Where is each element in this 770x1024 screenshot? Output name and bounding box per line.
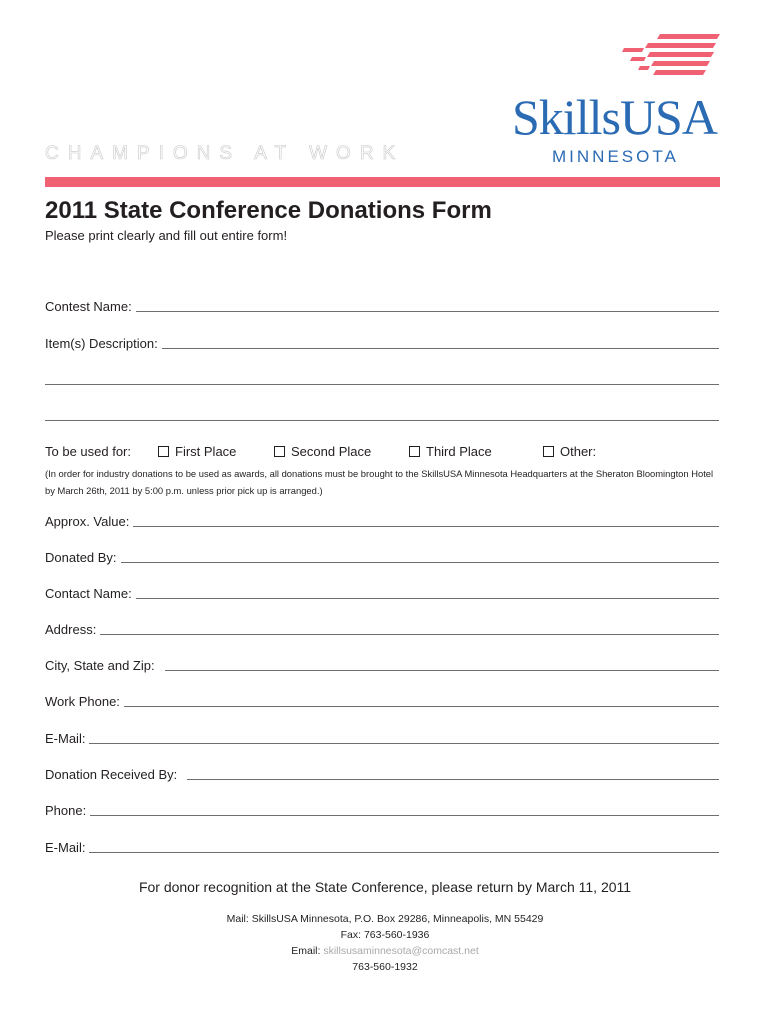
second-place-option[interactable] xyxy=(274,444,371,459)
phone-label: Phone: xyxy=(45,803,87,818)
usage-options xyxy=(45,444,719,462)
donation-received-by-field[interactable] xyxy=(187,779,719,780)
work-phone-label: Work Phone: xyxy=(45,694,120,709)
first-place-option[interactable] xyxy=(158,444,236,459)
tagline: CHAMPIONS AT WORK xyxy=(45,143,405,164)
donated-by-field[interactable] xyxy=(121,562,719,563)
approx-value-field[interactable] xyxy=(133,526,719,527)
other-label: Other: xyxy=(560,444,597,459)
donation-received-by-row xyxy=(45,766,719,782)
second-place-label: Second Place xyxy=(291,444,372,459)
item-description-field[interactable] xyxy=(162,348,719,349)
contact-name-field[interactable] xyxy=(136,598,719,599)
address-label: Address: xyxy=(45,622,97,637)
item-description-label: Item(s) Description: xyxy=(45,336,158,351)
mail-address: Mail: SkillsUSA Minnesota, P.O. Box 29286, Minneapolis, MN 55429 xyxy=(226,913,544,925)
work-phone-row xyxy=(45,693,719,709)
approx-value-label: Approx. Value: xyxy=(45,514,130,529)
email-label: E-Mail: xyxy=(45,731,86,746)
address-field[interactable] xyxy=(100,634,719,635)
header-rule xyxy=(45,177,720,187)
other-checkbox[interactable] xyxy=(543,446,554,457)
contact-name-row xyxy=(45,585,719,601)
second-place-checkbox[interactable] xyxy=(274,446,285,457)
donated-by-label: Donated By: xyxy=(45,550,117,565)
email-link[interactable]: skillsusaminnesota@comcast.net xyxy=(323,945,479,957)
item-description-line-3[interactable] xyxy=(45,420,719,421)
recognition-note: For donor recognition at the State Conference, please return by March 11, 2011 xyxy=(138,879,632,895)
fax-number: Fax: 763-560-1936 xyxy=(340,929,430,941)
approx-value-row xyxy=(45,513,719,529)
usage-label: To be used for: xyxy=(45,444,131,459)
city-state-zip-row xyxy=(45,657,719,673)
third-place-option[interactable] xyxy=(409,444,492,459)
donated-by-row xyxy=(45,549,719,565)
email2-field[interactable] xyxy=(89,852,719,853)
phone-field[interactable] xyxy=(90,815,719,816)
email2-label: E-Mail: xyxy=(45,840,86,855)
email2-row xyxy=(45,839,719,855)
email-row xyxy=(45,730,719,746)
first-place-checkbox[interactable] xyxy=(158,446,169,457)
city-state-zip-label: City, State and Zip: xyxy=(45,658,155,673)
third-place-checkbox[interactable] xyxy=(409,446,420,457)
address-row xyxy=(45,621,719,637)
usage-note: (In order for industry donations to be used as awards, all donations must be brought to the SkillsUSA Minnesota Headquarters at the Sheraton Bloomington Hotel by March 26th, 2011 by 5:00 p.m. unless prior pick up is arranged.) xyxy=(45,468,714,496)
email-line-label: Email: xyxy=(291,945,324,957)
contact-name-label: Contact Name: xyxy=(45,586,132,601)
item-description-row xyxy=(45,335,719,351)
brand-logo: SkillsUSA xyxy=(512,89,717,145)
contest-name-row xyxy=(45,298,719,314)
contest-name-field[interactable] xyxy=(136,311,719,312)
phone-row xyxy=(45,802,719,818)
third-place-label: Third Place xyxy=(426,444,492,459)
work-phone-field[interactable] xyxy=(124,706,719,707)
first-place-label: First Place xyxy=(175,444,237,459)
email-field[interactable] xyxy=(89,743,719,744)
page-subtitle: Please print clearly and fill out entire form! xyxy=(45,228,288,243)
email-line xyxy=(0,945,770,957)
item-description-line-2[interactable] xyxy=(45,384,719,385)
donation-received-by-label: Donation Received By: xyxy=(45,767,178,782)
phone-number: 763-560-1932 xyxy=(352,961,418,973)
other-option[interactable] xyxy=(543,444,596,459)
page-title: 2011 State Conference Donations Form xyxy=(45,197,492,224)
contest-name-label: Contest Name: xyxy=(45,299,132,314)
flag-logo-icon xyxy=(620,30,720,82)
brand-subtitle: MINNESOTA xyxy=(552,147,679,166)
city-state-zip-field[interactable] xyxy=(165,670,719,671)
